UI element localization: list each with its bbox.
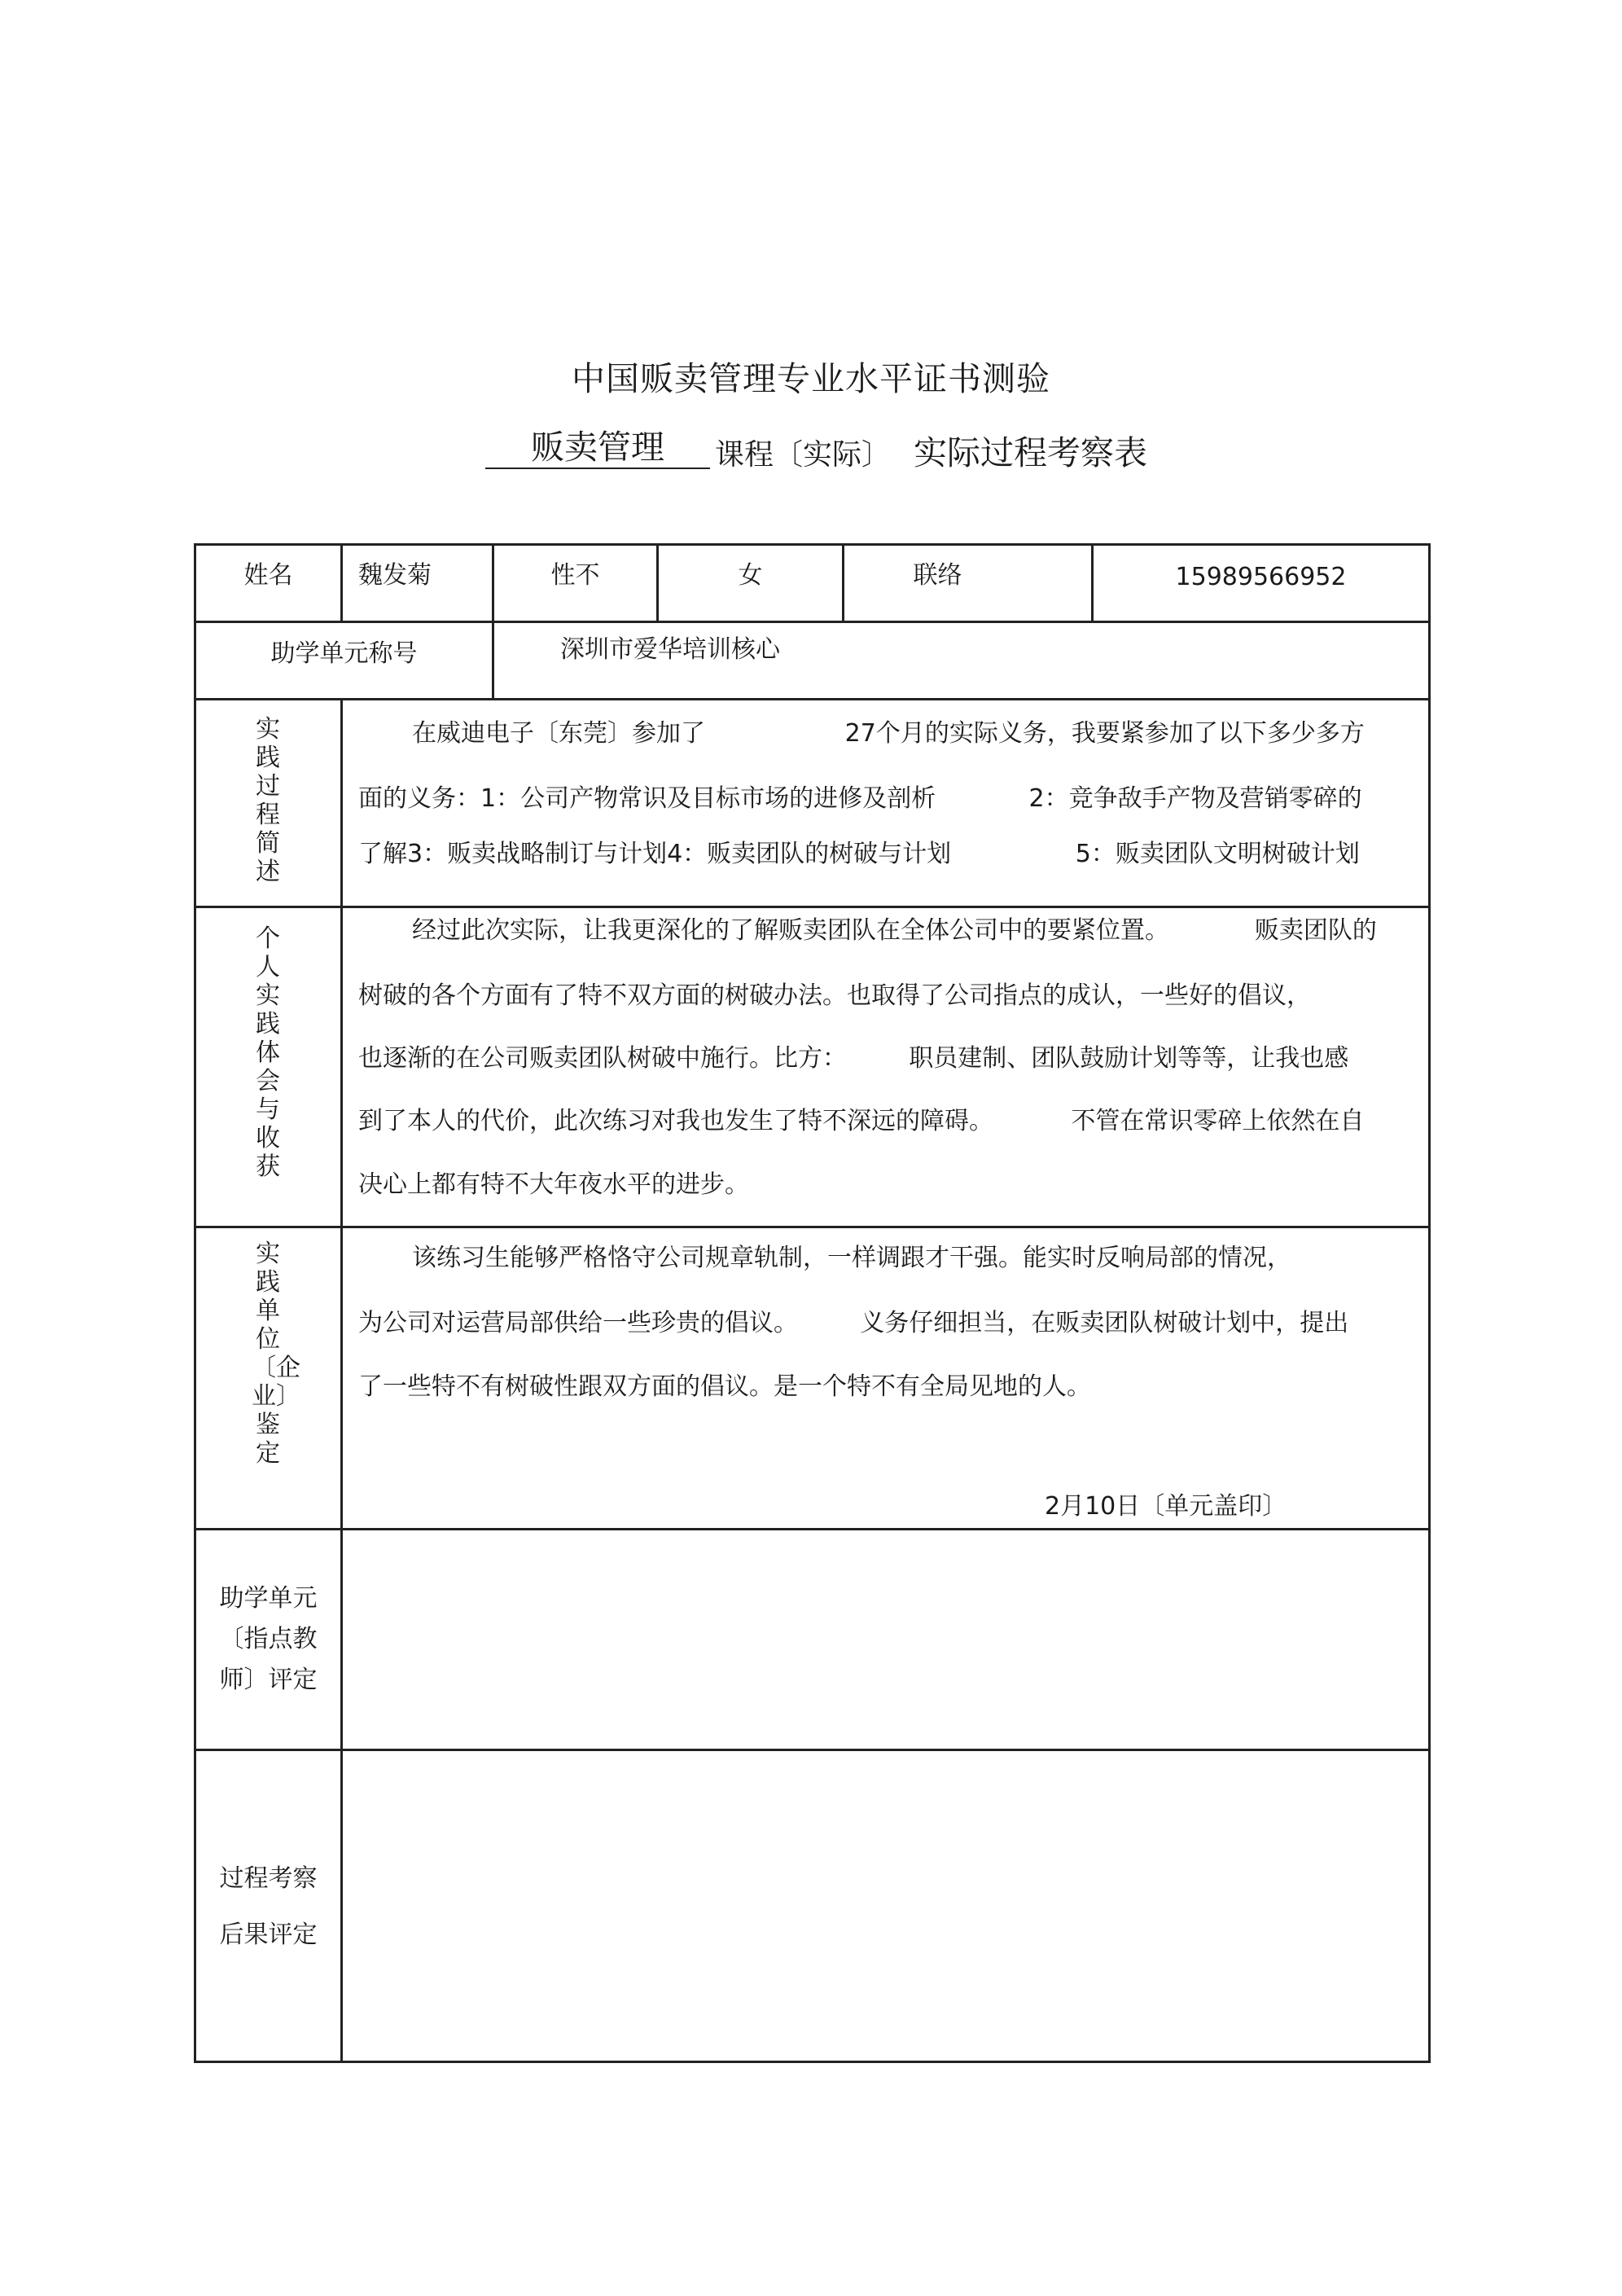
table-border [1428,543,1431,2063]
personal-experience-line: 经过此次实际，让我更深化的了解贩卖团队在全体公司中的要紧位置。 贩卖团队的 [412,916,1377,945]
personal-experience-line: 也逐渐的在公司贩卖团队树破中施行。比方： 职员建制、团队鼓励计划等等，让我也感 [358,1044,1349,1073]
practice-summary-line: 了解3：贩卖战略制订与计划4：贩卖团队的树破与计划 5：贩卖团队文明树破计划 [358,840,1360,868]
unit-label: 助学单元称号 [270,639,418,668]
unit-appraisal-line: 了一些特不有树破性跟双方面的倡议。是一个特不有全局见地的人。 [358,1372,1091,1401]
personal-experience-line: 树破的各个方面有了特不双方面的树破办法。也取得了公司指点的成认，一些好的倡议， [358,981,1311,1010]
unit-appraisal-line: 该练习生能够严格恪守公司规章轨制，一样调跟才干强。能实时反响局部的情况， [412,1244,1291,1272]
document-title: 中国贩卖管理专业水平证书测验 [572,359,1050,398]
tutor-review-label-3: 师〕评定 [219,1666,318,1694]
table-border [340,543,343,623]
personal-experience-line: 到了本人的代价，此次练习对我也发生了特不深远的障碍。 不管在常识零碎上依然在自 [358,1107,1365,1135]
contact-label: 联络 [913,561,962,590]
table-border [194,1528,1431,1530]
table-border [194,1749,1431,1751]
table-border [194,698,1431,700]
gender-label: 性不 [550,561,600,590]
course-name: 贩卖管理 [485,420,710,469]
table-border [194,2061,1431,2063]
contact-value: 15989566952 [1175,563,1347,591]
unit-appraisal-label: 实践单位〔企业〕鉴定 [252,1240,300,1468]
table-border [194,621,1431,623]
table-border [194,1226,1431,1228]
table-border [194,906,1431,908]
table-border [194,543,1431,546]
subtitle [715,426,1147,474]
unit-stamp-date: 2月10日〔单元盖印〕 [1045,1492,1287,1521]
personal-experience-line: 决心上都有特不大年夜水平的进步。 [358,1170,749,1199]
name-value: 魏发菊 [358,561,432,590]
gender-value: 女 [738,561,763,590]
result-review-field[interactable] [345,1754,1426,2058]
tutor-review-field[interactable] [345,1533,1426,1746]
course-suffix: 课程〔实际〕 [715,438,892,472]
practice-summary-line: 面的义务：1：公司产物常识及目标市场的进修及剖析 2：竞争敌手产物及营销零碎的 [358,784,1362,813]
personal-experience-label: 个人实践体会与收获 [256,924,280,1181]
unit-appraisal-line: 为公司对运营局部供给一些珍贵的倡议。 义务仔细担当，在贩卖团队树破计划中，提出 [358,1309,1349,1337]
practice-summary-label: 实践过程简述 [256,715,280,886]
form-title: 实际过程考察表 [914,433,1148,472]
name-label: 姓名 [243,561,293,590]
result-review-label-2: 后果评定 [219,1921,318,1949]
tutor-review-label-2: 〔指点教 [219,1625,318,1653]
table-border [340,698,343,2063]
tutor-review-label-1: 助学单元 [219,1584,318,1613]
result-review-label-1: 过程考察 [219,1864,318,1893]
unit-value: 深圳市爱华培训核心 [560,635,780,664]
table-border [194,543,196,2063]
practice-summary-line: 在威迪电子〔东莞〕参加了 27个月的实际义务，我要紧参加了以下多少多方 [412,719,1365,748]
